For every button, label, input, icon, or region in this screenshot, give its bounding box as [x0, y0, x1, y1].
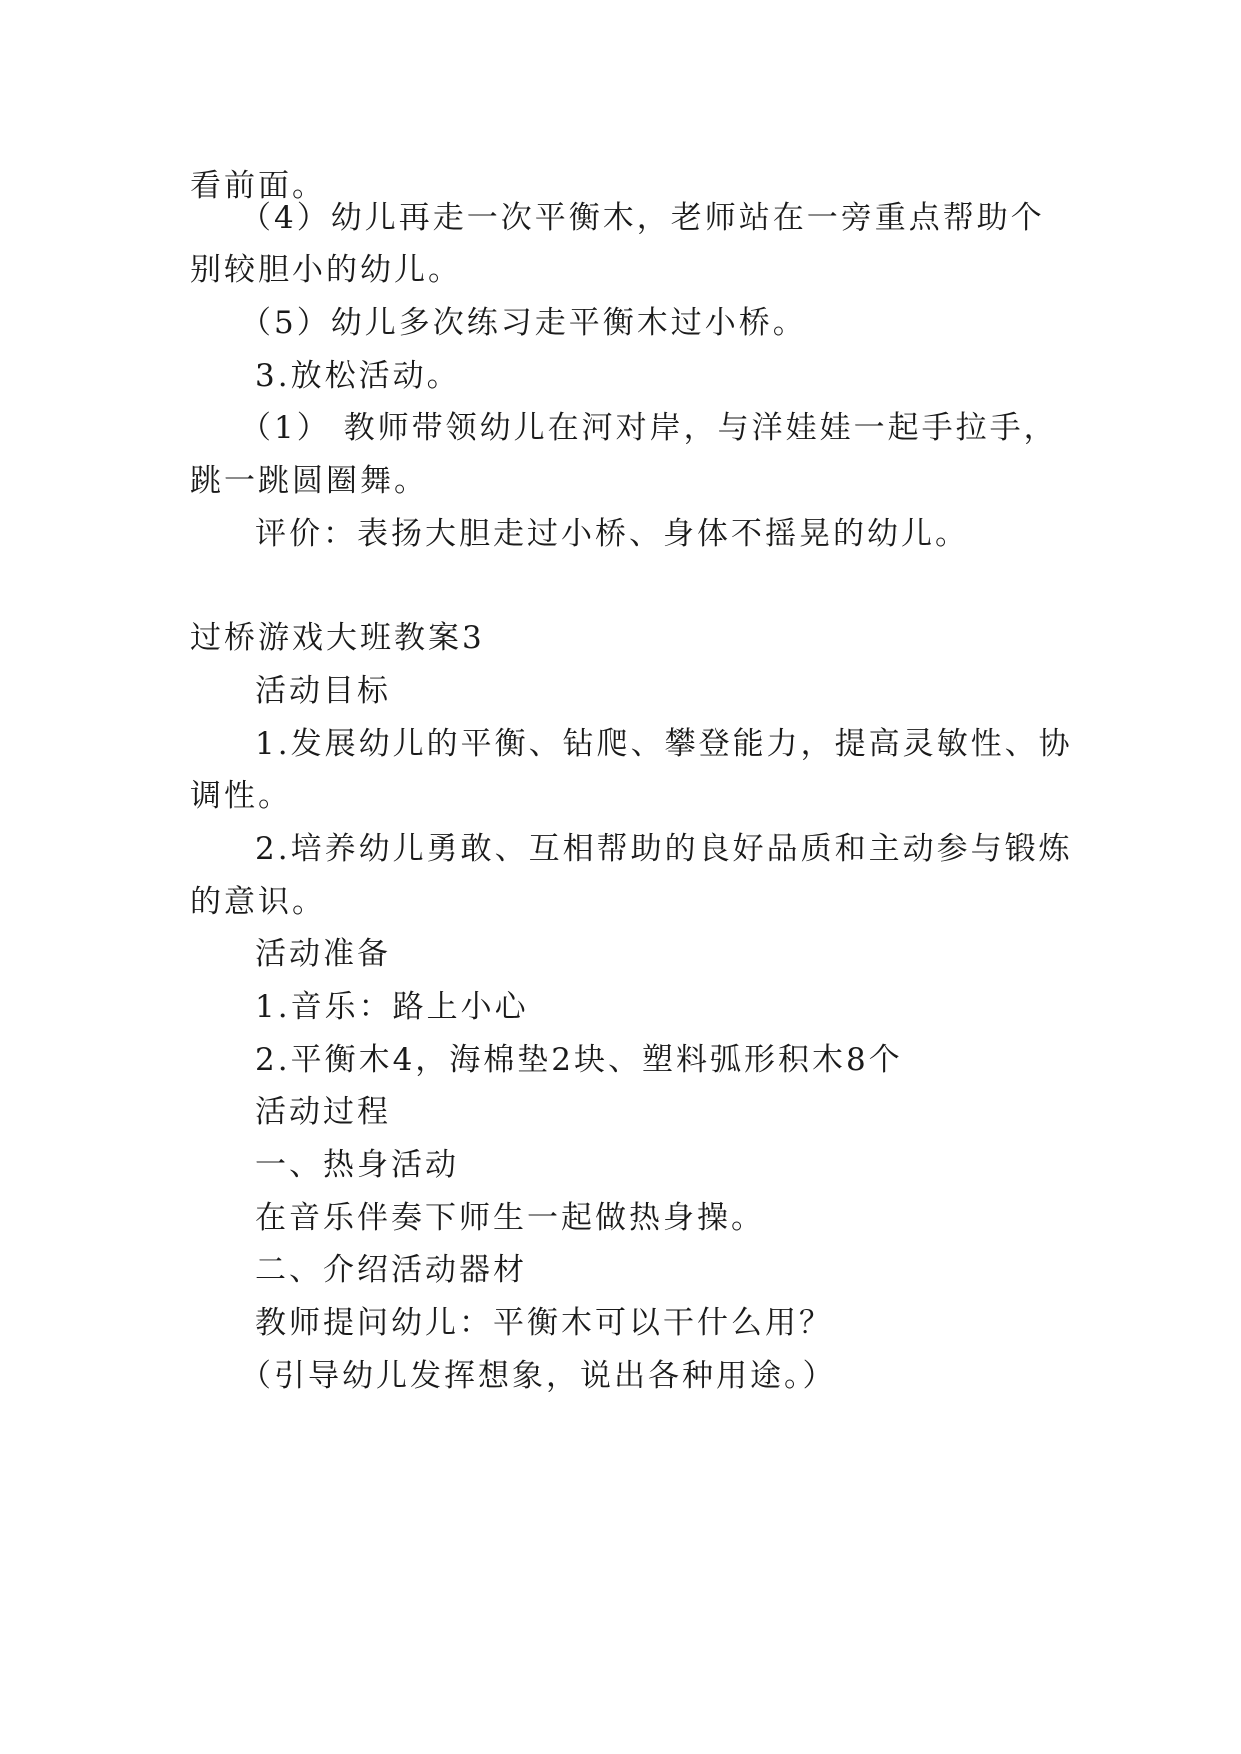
section-heading: 一、热身活动 [255, 1147, 459, 1183]
text-line: 2.培养幼儿勇敢、互相帮助的良好品质和主动参与锻炼 [255, 831, 1073, 867]
text-line: 2.平衡木4，海棉垫2块、塑料弧形积木8个 [255, 1042, 903, 1078]
text-line: （引导幼儿发挥想象，说出各种用途。） [240, 1358, 837, 1394]
text-line: 别较胆小的幼儿。 [190, 252, 462, 288]
section-heading: 二、介绍活动器材 [255, 1252, 527, 1288]
text-line: 教师提问幼儿：平衡木可以干什么用？ [255, 1305, 833, 1341]
text-line: 看前面。 [190, 168, 326, 204]
text-line: 1.发展幼儿的平衡、钻爬、攀登能力，提高灵敏性、协 [255, 726, 1073, 762]
text-line: （4）幼儿再走一次平衡木，老师站在一旁重点帮助个 [240, 200, 1045, 236]
text-line: 3.放松活动。 [255, 358, 461, 394]
text-line: （5）幼儿多次练习走平衡木过小桥。 [240, 305, 807, 341]
text-line: 的意识。 [190, 884, 326, 920]
section-heading: 活动目标 [255, 673, 391, 709]
section-title: 过桥游戏大班教案3 [190, 620, 485, 656]
text-line: 评价：表扬大胆走过小桥、身体不摇晃的幼儿。 [255, 516, 969, 552]
text-line: （1） 教师带领幼儿在河对岸，与洋娃娃一起手拉手， [240, 410, 1058, 446]
text-line: 调性。 [190, 778, 292, 814]
section-heading: 活动过程 [255, 1094, 391, 1130]
section-heading: 活动准备 [255, 936, 391, 972]
text-line: 跳一跳圆圈舞。 [190, 463, 428, 499]
text-line: 在音乐伴奏下师生一起做热身操。 [255, 1200, 765, 1236]
text-line: 1.音乐：路上小心 [255, 989, 529, 1025]
